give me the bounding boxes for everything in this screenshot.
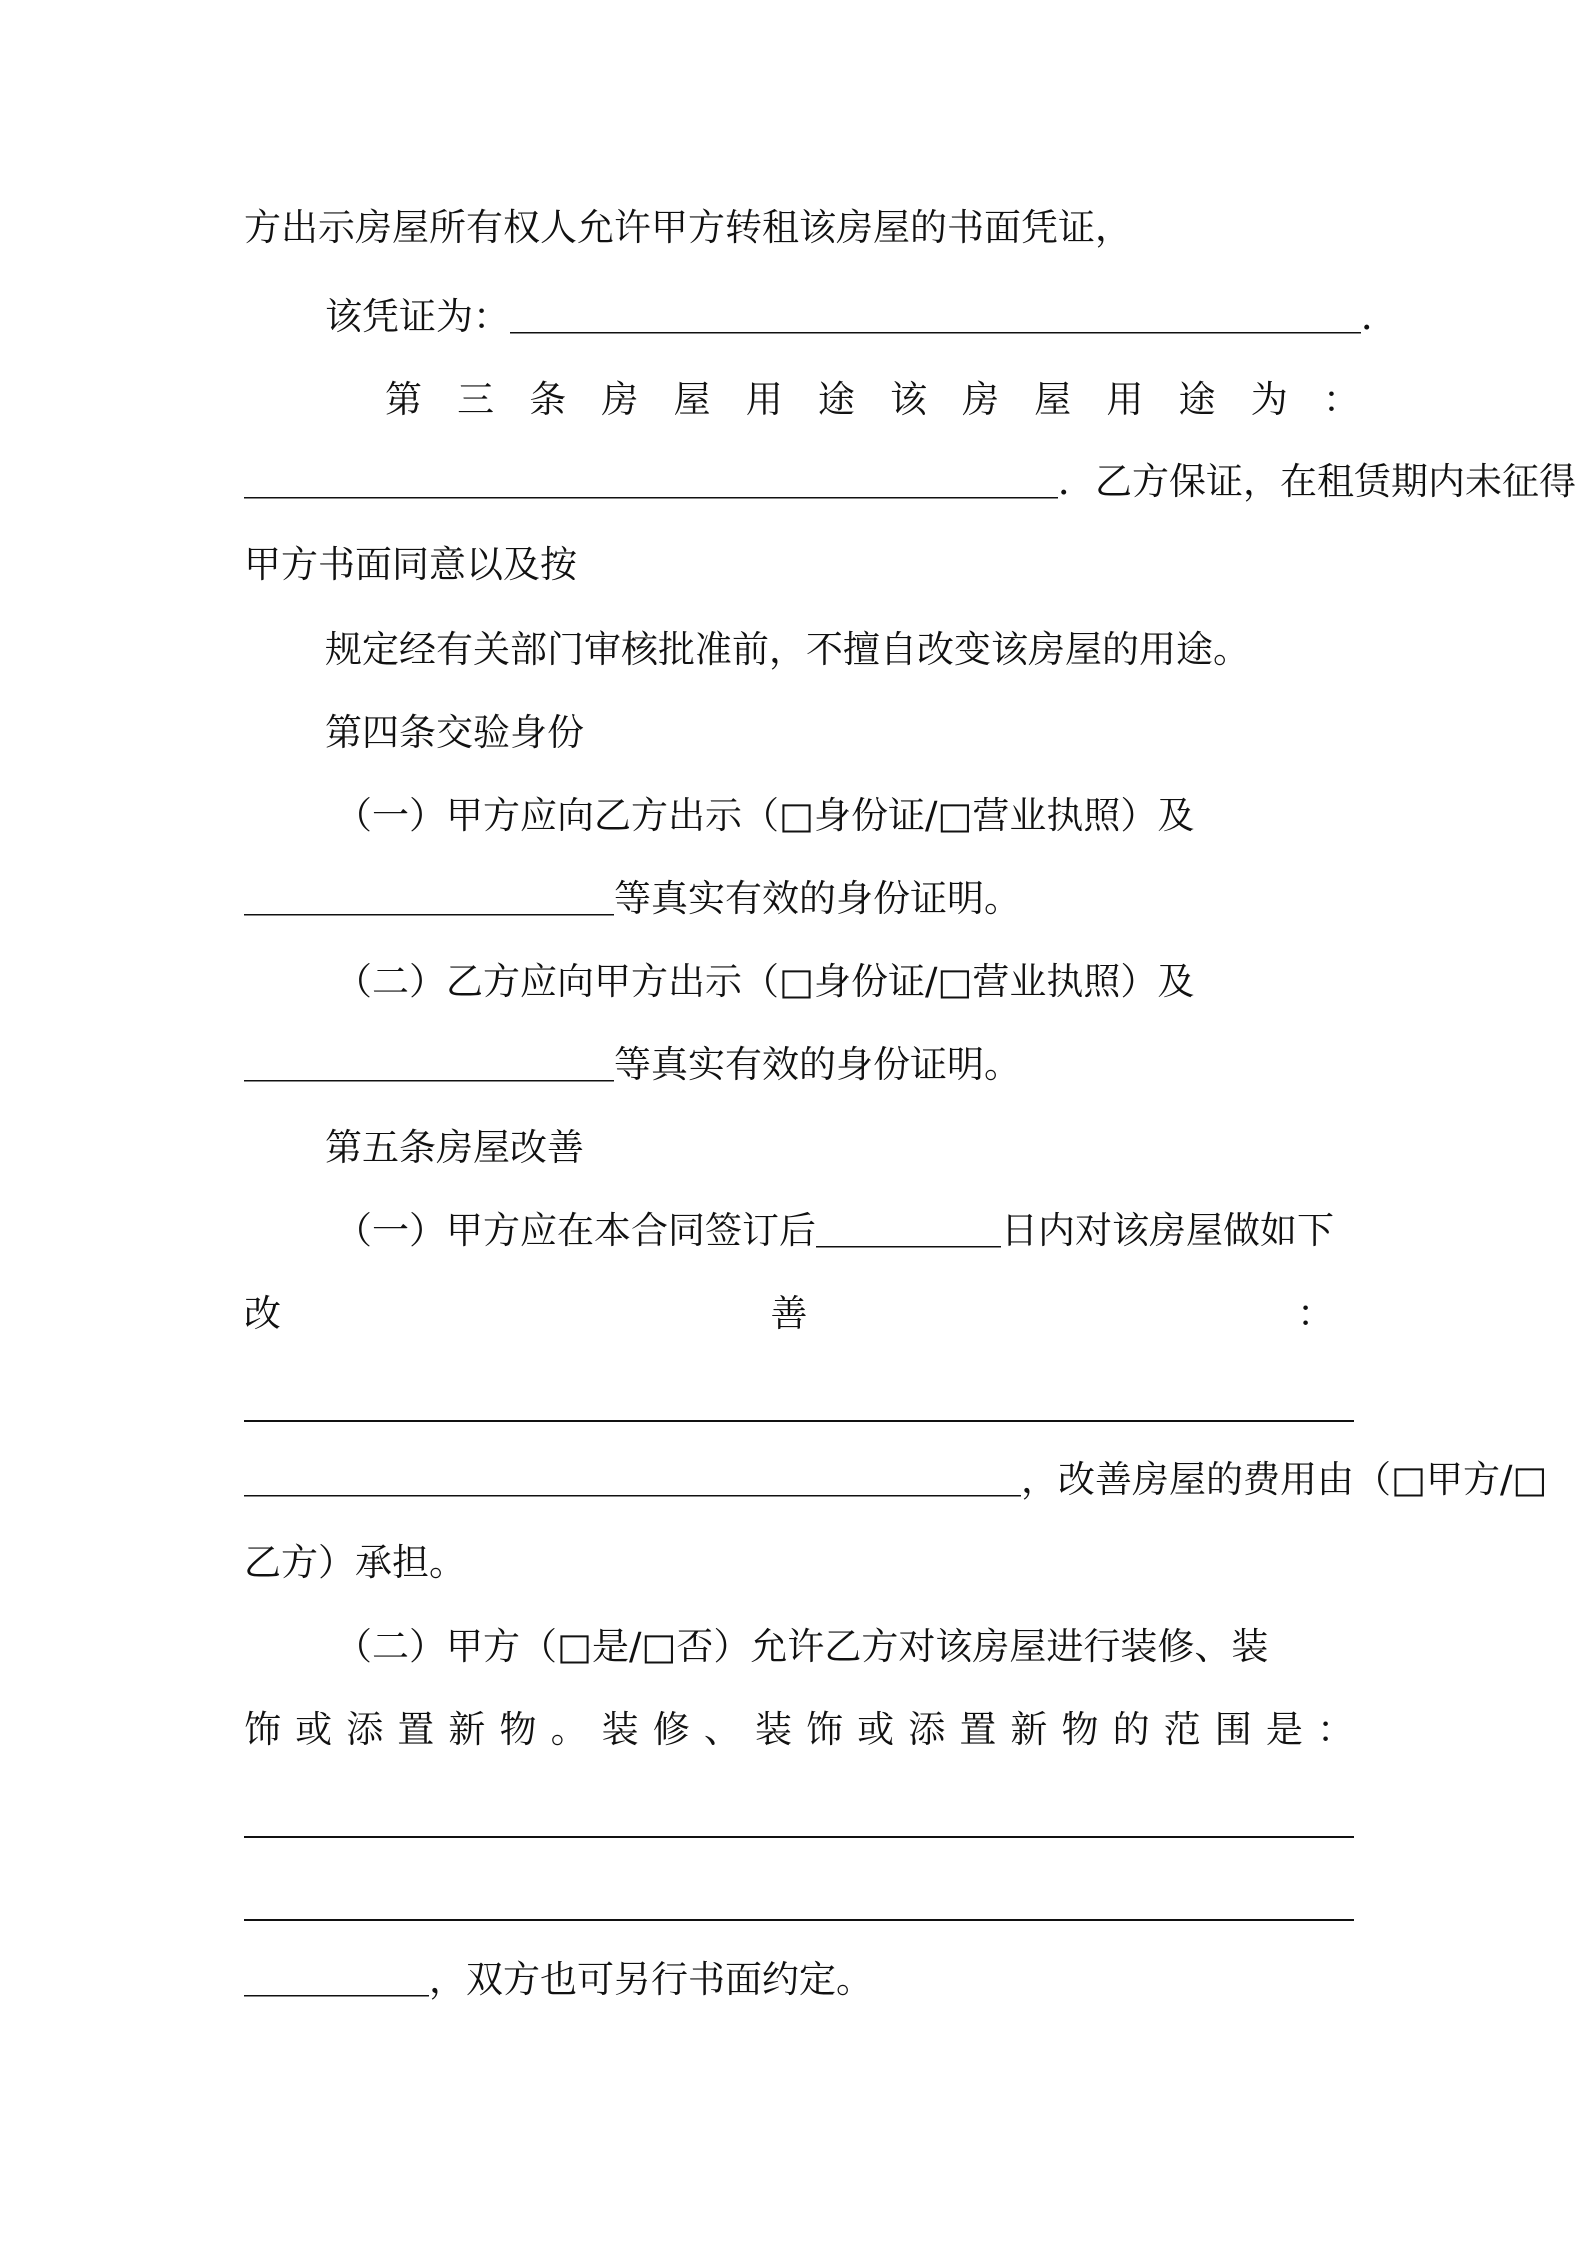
char: 善 bbox=[770, 1292, 808, 1335]
text-line: 乙方）承担。 bbox=[244, 1541, 466, 1584]
char: 。 bbox=[550, 1708, 588, 1751]
text-line: 方出示房屋所有权人允许甲方转租该房屋的书面凭证， bbox=[244, 206, 1132, 249]
char: 用 bbox=[1106, 378, 1144, 421]
text-line-spread bbox=[244, 1284, 1334, 1344]
char: 置 bbox=[959, 1708, 997, 1751]
text-line: （一）甲方应在本合同签订后＿＿＿＿＿日内对该房屋做如下 bbox=[335, 1209, 1334, 1252]
char: 或 bbox=[295, 1708, 333, 1751]
article-4-heading: 第四条交验身份 bbox=[325, 711, 584, 754]
fill-in-blank-line bbox=[244, 1836, 1354, 1838]
text-line: ＿＿＿＿＿，双方也可另行书面约定。 bbox=[244, 1958, 873, 2001]
text-line: ＿＿＿＿＿＿＿＿＿＿等真实有效的身份证明。 bbox=[244, 877, 1021, 920]
char: 三 bbox=[457, 378, 495, 421]
fill-in-blank-line bbox=[244, 1919, 1354, 1921]
char: 添 bbox=[908, 1708, 946, 1751]
char: 饰 bbox=[244, 1708, 281, 1751]
char: 装 bbox=[601, 1708, 639, 1751]
text-line: （二）甲方（□是/□否）允许乙方对该房屋进行装修、装 bbox=[335, 1625, 1269, 1668]
char: 途 bbox=[1178, 378, 1216, 421]
text-line: 该凭证为：＿＿＿＿＿＿＿＿＿＿＿＿＿＿＿＿＿＿＿＿＿＿＿． bbox=[325, 295, 1398, 338]
article-3-heading bbox=[385, 370, 1360, 430]
char: 饰 bbox=[806, 1708, 844, 1751]
char: 或 bbox=[857, 1708, 895, 1751]
char: 的 bbox=[1112, 1708, 1150, 1751]
char: 是 bbox=[1265, 1708, 1303, 1751]
text-line-spread bbox=[244, 1700, 1354, 1760]
char: 新 bbox=[448, 1708, 486, 1751]
char: 装 bbox=[754, 1708, 792, 1751]
char: 房 bbox=[601, 378, 639, 421]
char: 物 bbox=[499, 1708, 537, 1751]
char: 物 bbox=[1061, 1708, 1099, 1751]
char: 途 bbox=[817, 378, 855, 421]
char: 屋 bbox=[1034, 378, 1072, 421]
char: 屋 bbox=[673, 378, 711, 421]
fill-in-blank-line bbox=[244, 1420, 1354, 1422]
char: 条 bbox=[529, 378, 567, 421]
char: 用 bbox=[745, 378, 783, 421]
char: 围 bbox=[1214, 1708, 1252, 1751]
char: ： bbox=[1322, 378, 1360, 421]
char: 新 bbox=[1010, 1708, 1048, 1751]
char: 改 bbox=[244, 1292, 281, 1335]
char: 该 bbox=[889, 378, 927, 421]
char: 修 bbox=[652, 1708, 690, 1751]
char: 第 bbox=[385, 378, 422, 421]
char: ： bbox=[1297, 1292, 1334, 1335]
article-5-heading: 第五条房屋改善 bbox=[325, 1126, 584, 1169]
text-line: 规定经有关部门审核批准前，不擅自改变该房屋的用途。 bbox=[325, 628, 1250, 671]
text-line: ＿＿＿＿＿＿＿＿＿＿等真实有效的身份证明。 bbox=[244, 1043, 1021, 1086]
char: 为 bbox=[1250, 378, 1288, 421]
text-line: ＿＿＿＿＿＿＿＿＿＿＿＿＿＿＿＿＿＿＿＿＿＿．乙方保证，在租赁期内未征得 bbox=[244, 460, 1576, 503]
char: ： bbox=[1316, 1708, 1354, 1751]
text-line: 甲方书面同意以及按 bbox=[244, 543, 577, 586]
char: 范 bbox=[1163, 1708, 1201, 1751]
char: 、 bbox=[703, 1708, 741, 1751]
char: 房 bbox=[962, 378, 1000, 421]
char: 置 bbox=[397, 1708, 435, 1751]
text-line: （一）甲方应向乙方出示（□身份证/□营业执照）及 bbox=[335, 794, 1195, 837]
text-line: ＿＿＿＿＿＿＿＿＿＿＿＿＿＿＿＿＿＿＿＿＿，改善房屋的费用由（□甲方/□ bbox=[244, 1458, 1548, 1501]
char: 添 bbox=[346, 1708, 384, 1751]
text-line: （二）乙方应向甲方出示（□身份证/□营业执照）及 bbox=[335, 960, 1195, 1003]
